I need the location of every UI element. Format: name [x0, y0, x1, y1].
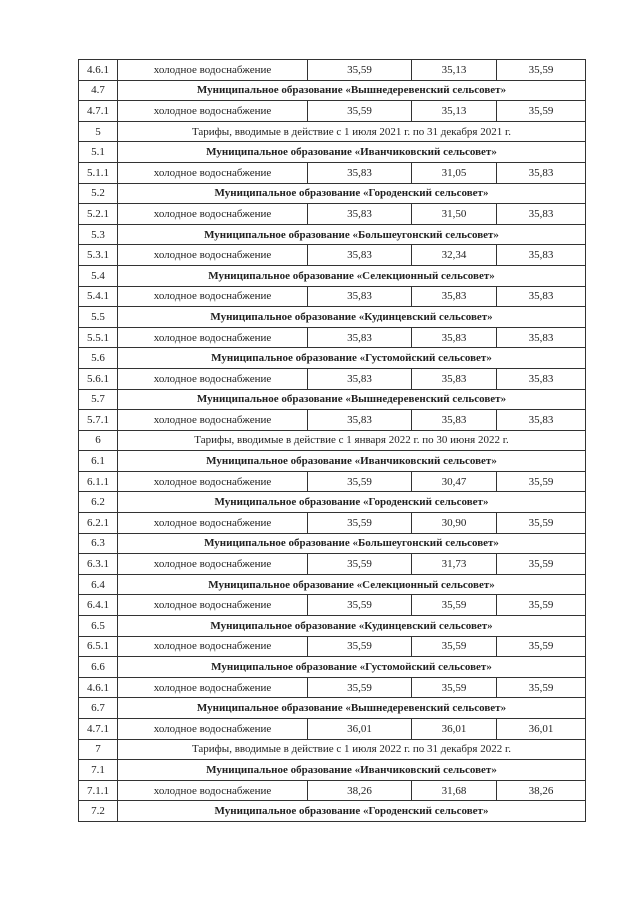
row-number: 5.5: [79, 307, 118, 328]
row-number: 5.2: [79, 183, 118, 204]
tariff-value-3: 35,83: [497, 286, 586, 307]
municipality-header-row: [79, 698, 586, 719]
tariff-row: [79, 554, 586, 575]
tariff-value-1: 35,83: [308, 368, 412, 389]
service-name: холодное водоснабжение: [118, 719, 308, 740]
tariff-row: [79, 286, 586, 307]
service-name: холодное водоснабжение: [118, 286, 308, 307]
row-number: 4.7.1: [79, 101, 118, 122]
tariff-row: [79, 101, 586, 122]
tariff-value-2: 30,47: [412, 471, 497, 492]
row-number: 6.5: [79, 616, 118, 637]
tariff-value-3: 35,83: [497, 410, 586, 431]
tariff-value-1: 35,59: [308, 595, 412, 616]
municipality-title: Муниципальное образование «Городенский сельсовет»: [118, 492, 586, 513]
row-number: 6.5.1: [79, 636, 118, 657]
row-number: 6.3.1: [79, 554, 118, 575]
row-number: 6.6: [79, 657, 118, 678]
tariff-row: [79, 245, 586, 266]
municipality-header-row: [79, 451, 586, 472]
period-title: Тарифы, вводимые в действие с 1 июля 2021 г. по 31 декабря 2021 г.: [118, 121, 586, 142]
row-number: 5.3.1: [79, 245, 118, 266]
service-name: холодное водоснабжение: [118, 677, 308, 698]
row-number: 4.6.1: [79, 677, 118, 698]
row-number: 5.4.1: [79, 286, 118, 307]
tariff-value-1: 38,26: [308, 780, 412, 801]
tariff-value-2: 35,83: [412, 368, 497, 389]
row-number: 5.1.1: [79, 162, 118, 183]
row-number: 4.7.1: [79, 719, 118, 740]
row-number: 5.2.1: [79, 204, 118, 225]
municipality-title: Муниципальное образование «Кудинцевский сельсовет»: [118, 307, 586, 328]
tariff-row: [79, 719, 586, 740]
tariff-value-1: 35,83: [308, 204, 412, 225]
tariff-value-3: 35,83: [497, 204, 586, 225]
tariff-row: [79, 327, 586, 348]
row-number: 5.7.1: [79, 410, 118, 431]
row-number: 7.2: [79, 801, 118, 822]
row-number: 7.1: [79, 760, 118, 781]
tariff-row: [79, 595, 586, 616]
municipality-title: Муниципальное образование «Вышнедеревенский сельсовет»: [118, 698, 586, 719]
municipality-header-row: [79, 801, 586, 822]
tariff-value-1: 35,59: [308, 471, 412, 492]
tariff-row: [79, 368, 586, 389]
service-name: холодное водоснабжение: [118, 204, 308, 225]
service-name: холодное водоснабжение: [118, 780, 308, 801]
row-number: 5.4: [79, 265, 118, 286]
row-number: 6: [79, 430, 118, 451]
row-number: 7.1.1: [79, 780, 118, 801]
tariff-table: [78, 59, 586, 822]
service-name: холодное водоснабжение: [118, 595, 308, 616]
row-number: 6.4: [79, 574, 118, 595]
tariff-value-3: 35,59: [497, 595, 586, 616]
tariff-table-body: [79, 60, 586, 822]
tariff-value-1: 35,83: [308, 245, 412, 266]
municipality-header-row: [79, 492, 586, 513]
municipality-header-row: [79, 348, 586, 369]
tariff-value-3: 35,59: [497, 60, 586, 81]
tariff-row: [79, 636, 586, 657]
tariff-row: [79, 513, 586, 534]
municipality-title: Муниципальное образование «Большеугонский сельсовет»: [118, 224, 586, 245]
service-name: холодное водоснабжение: [118, 471, 308, 492]
tariff-row: [79, 410, 586, 431]
tariff-value-2: 35,83: [412, 286, 497, 307]
municipality-title: Муниципальное образование «Вышнедеревенский сельсовет»: [118, 389, 586, 410]
row-number: 4.6.1: [79, 60, 118, 81]
tariff-row: [79, 204, 586, 225]
municipality-title: Муниципальное образование «Большеугонский сельсовет»: [118, 533, 586, 554]
tariff-value-2: 35,59: [412, 677, 497, 698]
service-name: холодное водоснабжение: [118, 368, 308, 389]
municipality-header-row: [79, 183, 586, 204]
tariff-row: [79, 162, 586, 183]
row-number: 5.6.1: [79, 368, 118, 389]
row-number: 5.7: [79, 389, 118, 410]
municipality-title: Муниципальное образование «Городенский сельсовет»: [118, 183, 586, 204]
row-number: 6.2.1: [79, 513, 118, 534]
municipality-header-row: [79, 142, 586, 163]
municipality-header-row: [79, 389, 586, 410]
service-name: холодное водоснабжение: [118, 162, 308, 183]
tariff-value-1: 35,59: [308, 60, 412, 81]
tariff-value-3: 35,59: [497, 513, 586, 534]
tariff-value-1: 35,59: [308, 554, 412, 575]
municipality-header-row: [79, 616, 586, 637]
tariff-value-2: 36,01: [412, 719, 497, 740]
row-number: 5.3: [79, 224, 118, 245]
row-number: 5: [79, 121, 118, 142]
municipality-header-row: [79, 265, 586, 286]
row-number: 5.6: [79, 348, 118, 369]
tariff-value-3: 35,83: [497, 162, 586, 183]
tariff-value-1: 35,83: [308, 162, 412, 183]
tariff-value-1: 35,83: [308, 286, 412, 307]
period-title: Тарифы, вводимые в действие с 1 июля 2022 г. по 31 декабря 2022 г.: [118, 739, 586, 760]
tariff-value-2: 31,05: [412, 162, 497, 183]
tariff-value-3: 35,59: [497, 471, 586, 492]
municipality-header-row: [79, 307, 586, 328]
tariff-value-3: 36,01: [497, 719, 586, 740]
municipality-header-row: [79, 760, 586, 781]
service-name: холодное водоснабжение: [118, 513, 308, 534]
service-name: холодное водоснабжение: [118, 60, 308, 81]
municipality-header-row: [79, 657, 586, 678]
row-number: 5.1: [79, 142, 118, 163]
row-number: 5.5.1: [79, 327, 118, 348]
tariff-row: [79, 471, 586, 492]
municipality-title: Муниципальное образование «Густомойский сельсовет»: [118, 348, 586, 369]
service-name: холодное водоснабжение: [118, 327, 308, 348]
tariff-value-1: 35,83: [308, 327, 412, 348]
tariff-value-3: 35,59: [497, 554, 586, 575]
tariff-value-3: 35,83: [497, 368, 586, 389]
tariff-value-1: 36,01: [308, 719, 412, 740]
tariff-value-2: 32,34: [412, 245, 497, 266]
period-header-row: [79, 121, 586, 142]
municipality-title: Муниципальное образование «Иванчиковский сельсовет»: [118, 760, 586, 781]
row-number: 6.3: [79, 533, 118, 554]
municipality-header-row: [79, 533, 586, 554]
tariff-value-1: 35,59: [308, 677, 412, 698]
period-header-row: [79, 430, 586, 451]
municipality-title: Муниципальное образование «Вышнедеревенский сельсовет»: [118, 80, 586, 101]
row-number: 6.1: [79, 451, 118, 472]
service-name: холодное водоснабжение: [118, 636, 308, 657]
tariff-value-2: 35,83: [412, 327, 497, 348]
municipality-title: Муниципальное образование «Городенский сельсовет»: [118, 801, 586, 822]
municipality-header-row: [79, 224, 586, 245]
row-number: 6.4.1: [79, 595, 118, 616]
municipality-header-row: [79, 80, 586, 101]
row-number: 6.2: [79, 492, 118, 513]
tariff-value-3: 35,59: [497, 101, 586, 122]
service-name: холодное водоснабжение: [118, 245, 308, 266]
row-number: 6.1.1: [79, 471, 118, 492]
period-header-row: [79, 739, 586, 760]
municipality-title: Муниципальное образование «Иванчиковский сельсовет»: [118, 451, 586, 472]
tariff-value-1: 35,83: [308, 410, 412, 431]
municipality-title: Муниципальное образование «Селекционный сельсовет»: [118, 574, 586, 595]
service-name: холодное водоснабжение: [118, 101, 308, 122]
tariff-row: [79, 60, 586, 81]
tariff-value-2: 35,13: [412, 101, 497, 122]
tariff-value-1: 35,59: [308, 101, 412, 122]
tariff-value-3: 35,83: [497, 245, 586, 266]
municipality-header-row: [79, 574, 586, 595]
tariff-value-3: 35,83: [497, 327, 586, 348]
tariff-value-1: 35,59: [308, 636, 412, 657]
service-name: холодное водоснабжение: [118, 554, 308, 575]
tariff-value-3: 35,59: [497, 636, 586, 657]
row-number: 4.7: [79, 80, 118, 101]
tariff-value-2: 31,68: [412, 780, 497, 801]
tariff-value-2: 35,13: [412, 60, 497, 81]
municipality-title: Муниципальное образование «Густомойский сельсовет»: [118, 657, 586, 678]
tariff-value-2: 31,50: [412, 204, 497, 225]
row-number: 6.7: [79, 698, 118, 719]
tariff-value-2: 35,59: [412, 595, 497, 616]
municipality-title: Муниципальное образование «Кудинцевский сельсовет»: [118, 616, 586, 637]
tariff-value-2: 30,90: [412, 513, 497, 534]
tariff-row: [79, 677, 586, 698]
tariff-value-3: 38,26: [497, 780, 586, 801]
tariff-value-2: 35,83: [412, 410, 497, 431]
municipality-title: Муниципальное образование «Селекционный сельсовет»: [118, 265, 586, 286]
tariff-value-1: 35,59: [308, 513, 412, 534]
municipality-title: Муниципальное образование «Иванчиковский сельсовет»: [118, 142, 586, 163]
tariff-value-3: 35,59: [497, 677, 586, 698]
tariff-value-2: 31,73: [412, 554, 497, 575]
row-number: 7: [79, 739, 118, 760]
tariff-row: [79, 780, 586, 801]
period-title: Тарифы, вводимые в действие с 1 января 2022 г. по 30 июня 2022 г.: [118, 430, 586, 451]
tariff-value-2: 35,59: [412, 636, 497, 657]
service-name: холодное водоснабжение: [118, 410, 308, 431]
